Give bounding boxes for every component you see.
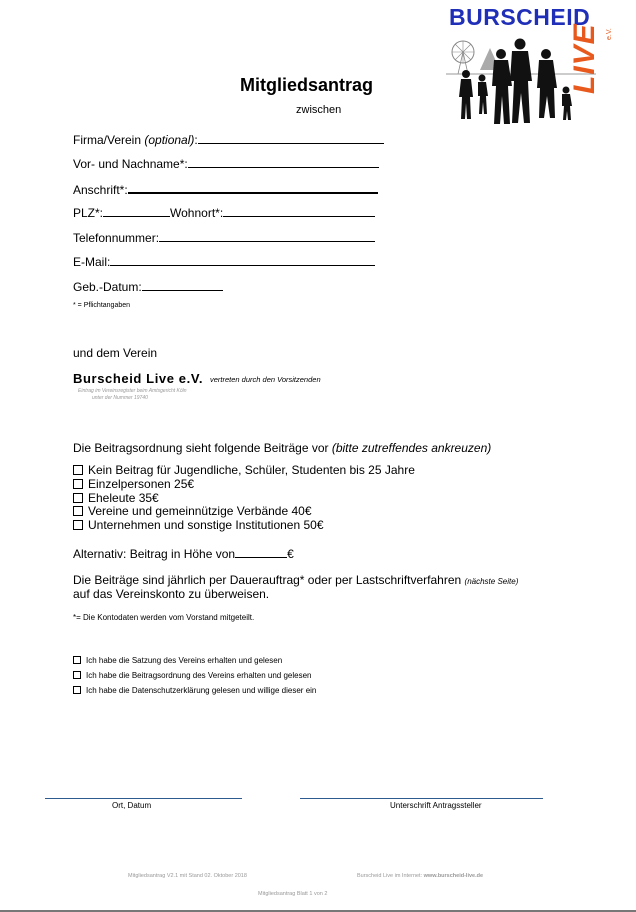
confirm-label: Ich habe die Satzung des Vereins erhalten und gelesen [86, 656, 283, 665]
confirm-fee-rules[interactable] [73, 671, 312, 680]
fee-option-label: Kein Beitrag für Jugendliche, Schüler, Studenten bis 25 Jahre [88, 463, 415, 477]
field-email-label: E-Mail: [73, 255, 111, 269]
logo-ev: e.V. [606, 28, 613, 40]
fee-option-checkbox[interactable] [73, 479, 83, 489]
payment-text-line1 [73, 573, 518, 587]
club-register-line1: Eintrag im Vereinsregister beim Amtsgericht Köln [78, 388, 187, 394]
fee-option-label: Unternehmen und sonstige Institutionen 50€ [88, 518, 324, 532]
club-intro: und dem Verein [73, 346, 158, 360]
signature-line[interactable] [300, 798, 543, 799]
fee-option-checkbox[interactable] [73, 493, 83, 503]
confirm-privacy[interactable] [73, 686, 316, 695]
fee-option-checkbox[interactable] [73, 506, 83, 516]
city-input-line[interactable] [223, 204, 375, 217]
company-input-line[interactable] [198, 131, 384, 144]
page-title: Mitgliedsantrag [240, 75, 374, 95]
birthdate-input-line[interactable] [142, 278, 223, 291]
footer-internet-label: Burscheid Live im Internet: [357, 873, 424, 879]
fee-alternative-currency: € [287, 547, 294, 561]
address-input-line[interactable] [128, 180, 378, 194]
fee-option-label: Eheleute 35€ [88, 491, 159, 505]
club-register-line2: unter der Nummer 19740 [92, 395, 148, 401]
fee-option-couple[interactable] [73, 491, 159, 505]
required-note: * = Pflichtangaben [73, 302, 131, 309]
place-date-line[interactable] [45, 798, 242, 799]
field-email [73, 253, 375, 269]
page-subtitle: zwischen [296, 104, 342, 116]
field-company-suffix: : [194, 133, 198, 147]
club-represented: vertreten durch den Vorsitzenden [210, 375, 321, 384]
footer-version: Mitgliedsantrag V2.1 mit Stand 02. Oktober 2018 [128, 873, 247, 879]
logo [446, 2, 626, 130]
field-birthdate [73, 278, 223, 294]
payment-line2: auf das Vereinskonto zu überweisen. [73, 587, 270, 601]
fee-option-label: Einzelpersonen 25€ [88, 477, 195, 491]
fee-alternative [73, 545, 294, 561]
field-phone [73, 229, 375, 245]
field-zip-label: PLZ*: [73, 206, 104, 220]
account-note: *= Die Kontodaten werden vom Vorstand mitgeteilt. [73, 613, 255, 622]
fees-intro-note: (bitte zutreffendes ankreuzen) [331, 441, 492, 455]
fee-option-checkbox[interactable] [73, 465, 83, 475]
fees-intro-text: Die Beitragsordnung sieht folgende Beiträge vor [73, 441, 332, 455]
fee-option-associations[interactable] [73, 504, 312, 518]
fees-intro [73, 441, 491, 455]
fee-option-checkbox[interactable] [73, 520, 83, 530]
field-name [73, 155, 379, 171]
field-city-label: Wohnort*: [170, 206, 224, 220]
confirm-label: Ich habe die Datenschutzerklärung gelesen und willige dieser ein [86, 686, 317, 695]
confirm-checkbox[interactable] [73, 686, 81, 694]
field-address-label: Anschrift*: [73, 183, 128, 197]
logo-brand-top: BURSCHEID [449, 4, 591, 30]
fee-option-companies[interactable] [73, 518, 324, 532]
field-company-note: (optional) [144, 133, 195, 147]
fee-option-youth[interactable] [73, 463, 415, 477]
confirm-checkbox[interactable] [73, 671, 81, 679]
footer-website-link[interactable]: www.burscheid-live.de [423, 873, 484, 879]
field-address [73, 180, 378, 197]
fee-option-single[interactable] [73, 477, 194, 491]
payment-note: (nächste Seite) [464, 577, 519, 586]
payment-line1: Die Beiträge sind jährlich per Dauerauftrag* oder per Lastschriftverfahren [73, 573, 465, 587]
footer-internet [357, 873, 483, 879]
place-date-label: Ort, Datum [112, 801, 152, 810]
signature-label: Unterschrift Antragssteller [390, 801, 482, 810]
club-name: Burscheid Live e.V. [73, 371, 204, 386]
field-company [73, 131, 384, 147]
logo-brand-side: LIVE [568, 23, 601, 94]
confirm-statutes[interactable] [73, 656, 282, 665]
fee-option-label: Vereine und gemeinnützige Verbände 40€ [88, 504, 312, 518]
fee-alternative-label: Alternativ: Beitrag in Höhe von [73, 547, 236, 561]
phone-input-line[interactable] [159, 229, 375, 242]
fee-alternative-input-line[interactable] [235, 545, 287, 558]
field-name-label: Vor- und Nachname*: [73, 157, 188, 171]
confirm-label: Ich habe die Beitragsordnung des Vereins erhalten und gelesen [86, 671, 312, 680]
name-input-line[interactable] [188, 155, 379, 168]
field-phone-label: Telefonnummer: [73, 231, 160, 245]
field-birthdate-label: Geb.-Datum: [73, 280, 142, 294]
zip-input-line[interactable] [103, 204, 170, 217]
confirm-checkbox[interactable] [73, 656, 81, 664]
email-input-line[interactable] [110, 253, 375, 266]
footer-page: Mitgliedsantrag Blatt 1 von 2 [258, 891, 328, 897]
field-zip-city [73, 204, 375, 220]
field-company-label: Firma/Verein [73, 133, 145, 147]
